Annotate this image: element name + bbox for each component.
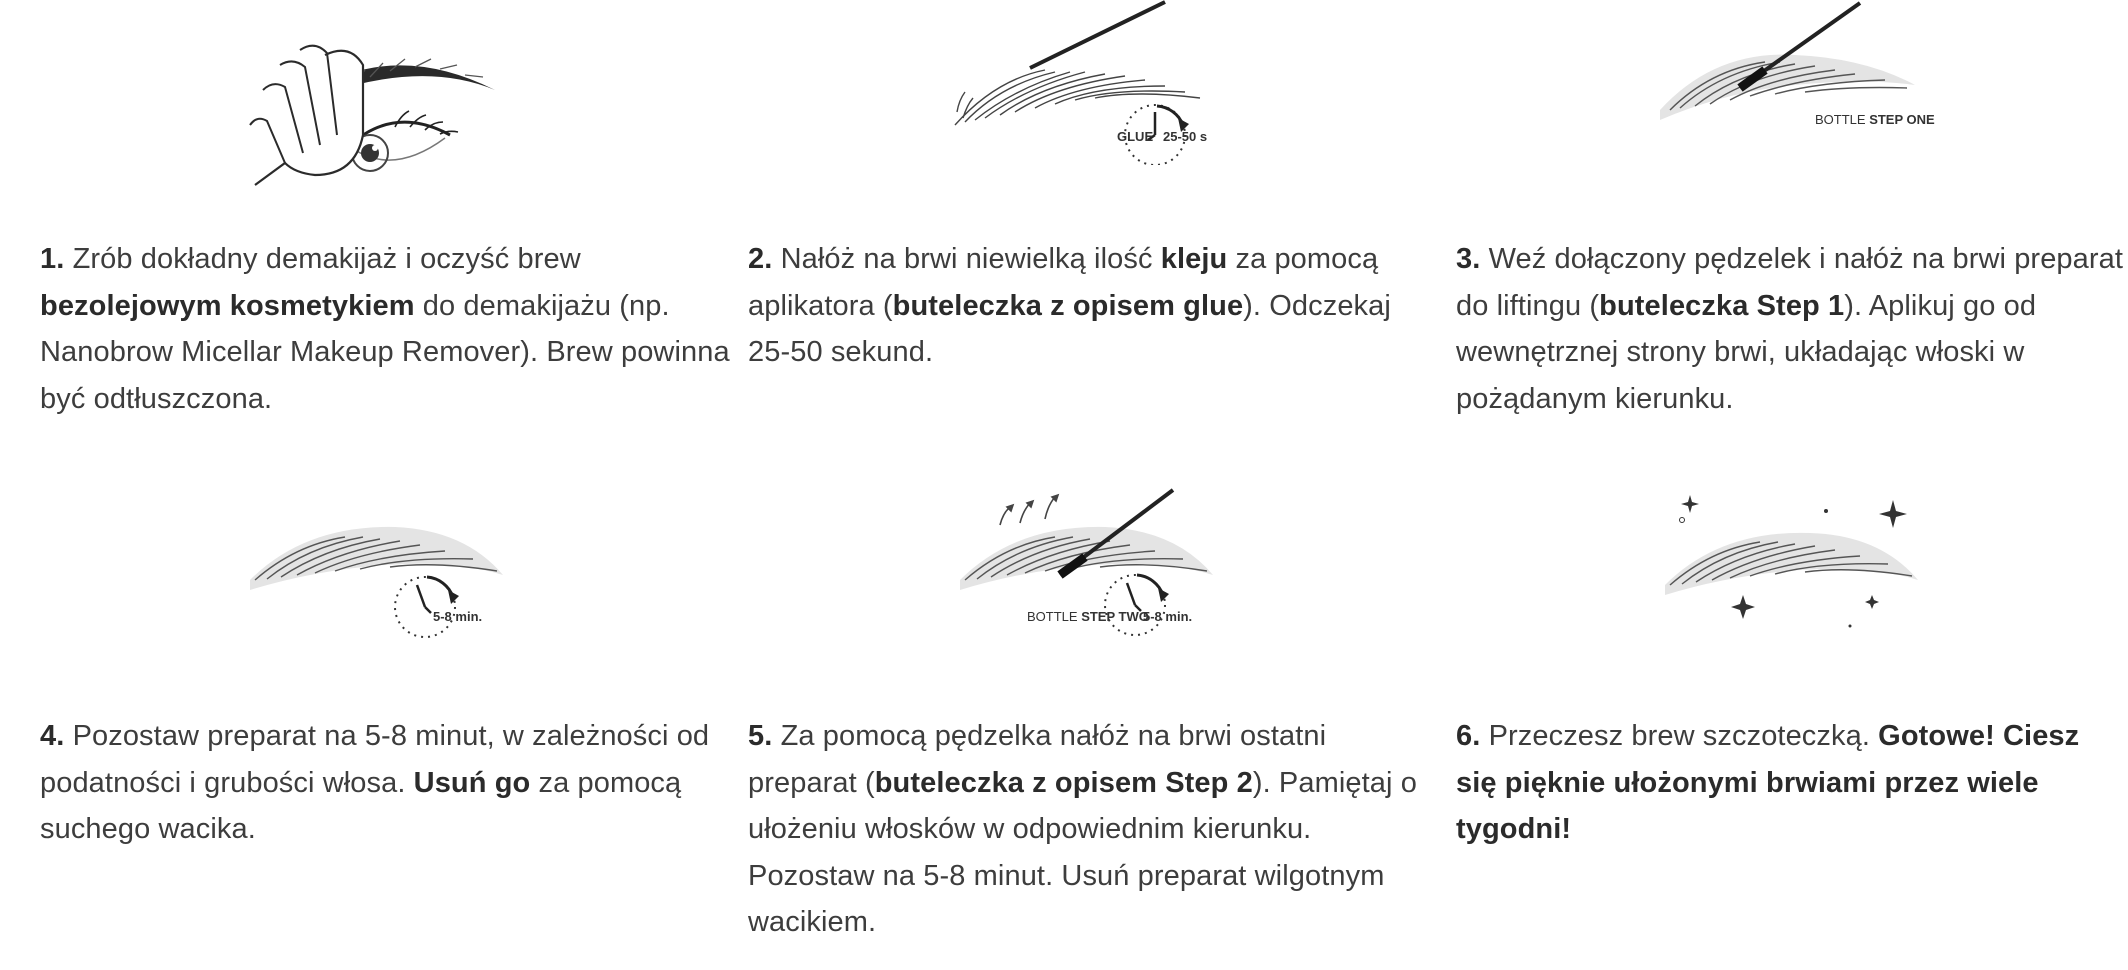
step-text-segment: za pomocą aplikatora ( (748, 243, 1379, 322)
step-text (748, 713, 1438, 946)
timer-icon (1105, 575, 1169, 635)
step-text-bold: buteleczka z opisem glue (892, 289, 1244, 322)
step-text-segment: Zrób dokładny demakijaż i oczyść brew (72, 243, 581, 275)
step-text-segment: ). Odczekaj 25-50 sekund. (748, 289, 1391, 368)
step-text-segment: Za pomocą pędzelka nałóż na brwi ostatni preparat ( (748, 720, 1327, 799)
step-text-segment: Weź dołączony pędzelek i nałóż na brwi preparat do liftingu ( (1456, 243, 2124, 322)
step-number: 3. (1456, 243, 1481, 275)
brow-glue-applicator-icon (945, 0, 1225, 165)
timer-icon (395, 577, 459, 637)
timer-label: 5-8 min. (1143, 609, 1193, 624)
step-text-bold: buteleczka Step 1 (1599, 289, 1845, 322)
step-text-bold: Gotowe! Ciesz się pięknie ułożonymi brwiami przez wiele tygodni! (1456, 720, 2080, 845)
glue-label: GLUE (1117, 129, 1154, 144)
timer-label: 25-50 s (1163, 129, 1208, 144)
step-text-segment: ). Aplikuj go od wewnętrznej strony brwi, układając włoski w pożądanym kierunku. (1456, 289, 2037, 415)
step-text (40, 713, 730, 853)
step-number: 2. (748, 243, 773, 275)
arrows-icon (1000, 495, 1058, 525)
step-text (1456, 713, 2106, 853)
step-text-segment: Nałóż na brwi niewielką ilość (780, 243, 1161, 275)
step-text-bold: bezolejowym kosmetykiem (40, 289, 415, 322)
brow-timer-icon (245, 515, 515, 645)
step-text-segment: do demakijażu (np. Nanobrow Micellar Makeup Remover). Brew powinna być odtłuszczona. (40, 289, 730, 415)
step-number: 1. (40, 243, 65, 275)
step-text (40, 236, 730, 422)
step-text-segment: Przeczesz brew szczoteczką. (1488, 720, 1879, 752)
sparkling-brow-icon (1660, 495, 1930, 635)
brow-brush-step-one-icon (1655, 0, 1935, 135)
step-text (748, 236, 1438, 376)
step-text-segment: Pozostaw preparat na 5-8 minut, w zależności od podatności i grubości włosa. (40, 720, 710, 799)
step-number: 5. (748, 720, 773, 752)
timer-label: 5-8 min. (433, 609, 483, 624)
brow-brush-step-two-icon (955, 485, 1225, 645)
step-number: 6. (1456, 720, 1481, 752)
step-text-segment: za pomocą suchego wacika. (40, 766, 682, 845)
step-text (1456, 236, 2128, 422)
bottle-caption: BOTTLE STEP ONE (1815, 112, 1935, 127)
step-text-bold: kleju (1160, 243, 1228, 275)
bottle-caption: BOTTLE STEP TWO (1027, 609, 1149, 624)
eye-makeup-removal-icon (245, 35, 515, 195)
step-text-segment: ). Pamiętaj o ułożeniu włosków w odpowiednim kierunku. Pozostaw na 5-8 minut. Usuń preparat wilgotnym wacikiem. (748, 766, 1417, 938)
step-text-bold: Usuń go (413, 766, 531, 799)
step-number: 4. (40, 720, 65, 752)
step-text-bold: buteleczka z opisem Step 2 (874, 766, 1253, 799)
